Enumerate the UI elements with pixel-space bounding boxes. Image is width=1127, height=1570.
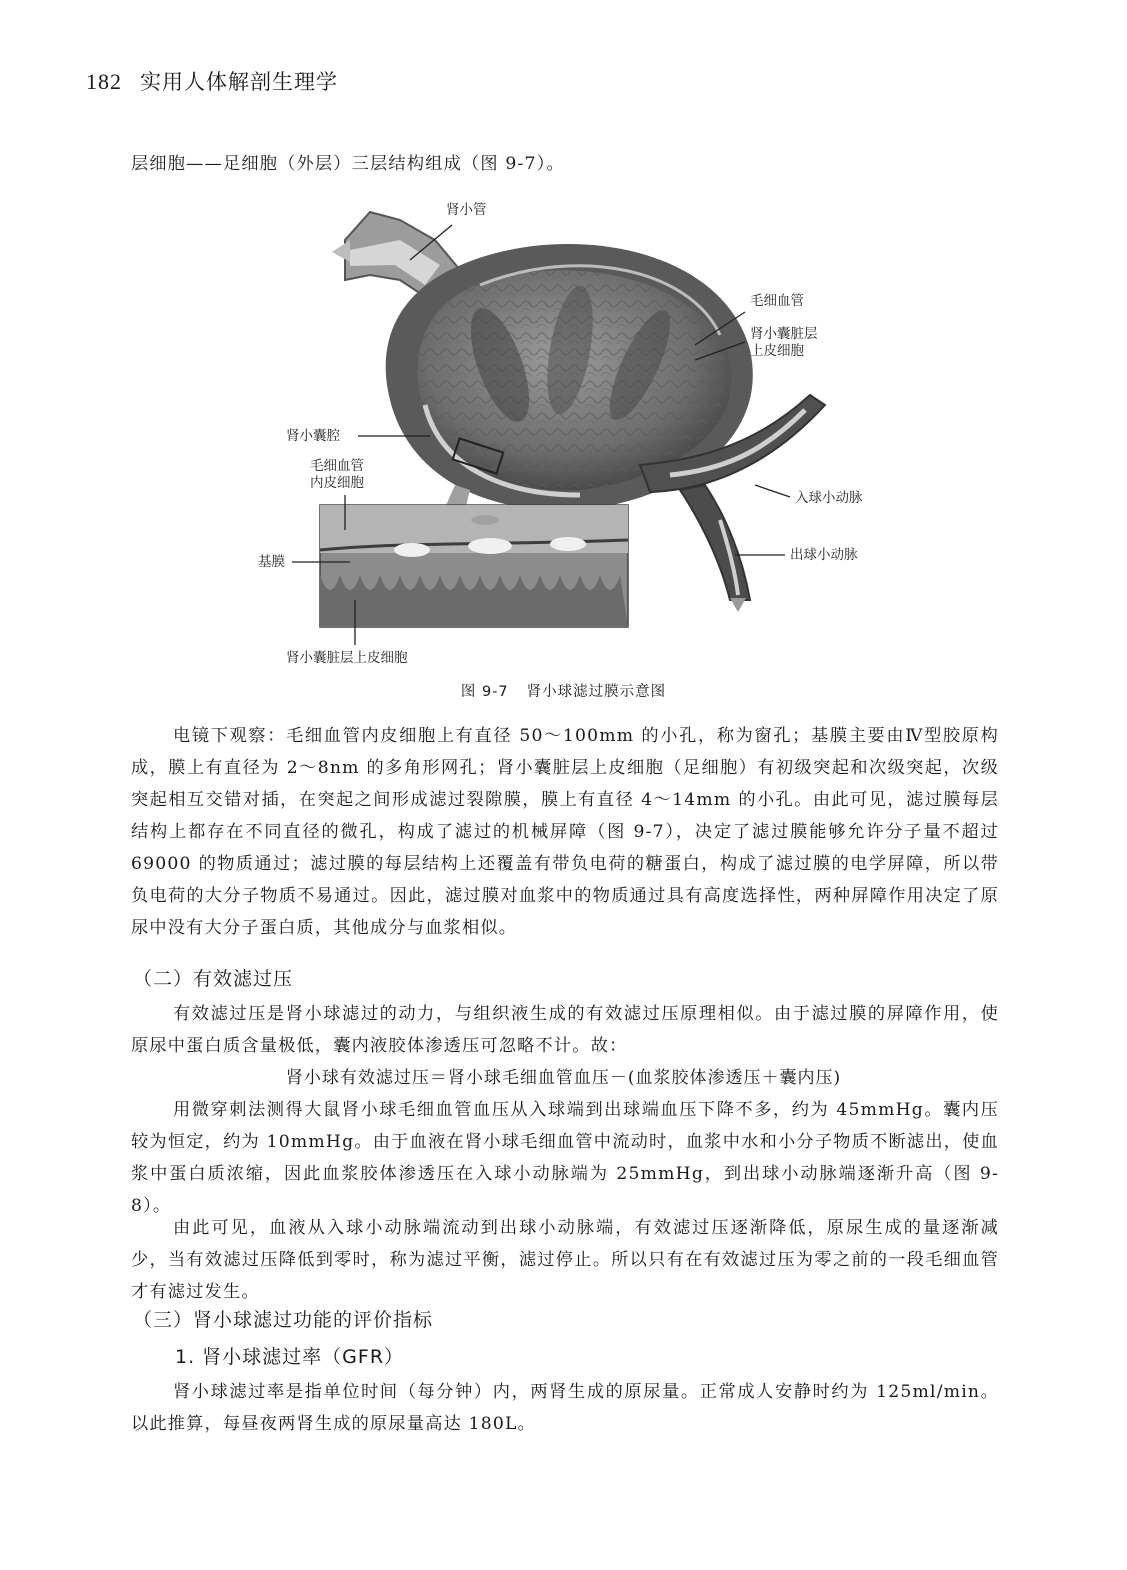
caption-title: 肾小球滤过膜示意图 [526,684,667,700]
fenestra-3 [550,537,586,551]
paragraph-efp-intro: 有效滤过压是肾小球滤过的动力，与组织液生成的有效滤过压原理相似。由于滤过膜的屏障作用，使原尿中蛋白质含量极低，囊内液胶体渗透压可忽略不计。故： [131,1004,999,1056]
label-efferent-arteriole: 出球小动脉 [790,547,858,563]
label-capillary: 毛细血管 [750,293,804,309]
fenestra-2 [468,538,512,554]
book-title: 实用人体解剖生理学 [140,70,338,94]
page-header [86,66,338,96]
label-tubule: 肾小管 [446,202,487,218]
paragraph-electron-microscopy: 电镜下观察：毛细血管内皮细胞上有直径 50～100mm 的小孔，称为窗孔；基膜主要由Ⅳ型胶原构成，膜上有直径为 2～8nm 的多角形网孔；肾小囊脏层上皮细胞（足细胞）有初级突起和次级突起，次级突起相互交错对插，在突起之间形成滤过裂隙膜，膜上有直径 4～14mm 的小孔。由此可见，滤过膜每层结构上都存在不同直径的微孔，构成了滤过的机械屏障（图 9-7），决定了滤过膜能够允许分子量不超过 69000 的物质通过；滤过膜的每层结构上还覆盖有带负电荷的糖蛋白，构成了滤过膜的电学屏障，所以带负电荷的大分子物质不易通过。因此，滤过膜对血浆中的物质通过具有高度选择性，两种屏障作用决定了原尿中没有大分子蛋白质，其他成分与血浆相似。 [131,726,999,938]
label-podocyte-bottom: 肾小囊脏层上皮细胞 [286,650,408,666]
paragraph-filtration-equilibrium: 由此可见，血液从入球小动脉端流动到出球小动脉端，有效滤过压逐渐降低，原尿生成的量逐渐减少，当有效滤过压降低到零时，称为滤过平衡，滤过停止。所以只有在有效滤过压为零之前的一段毛细血管才有滤过发生。 [131,1218,999,1302]
heading-gfr: 1. 肾小球滤过率（GFR） [175,1346,405,1368]
label-capsule-cavity: 肾小囊腔 [286,428,340,444]
figure-caption [0,680,1127,701]
efferent-arrow [730,598,746,612]
page-number: 182 [86,69,122,94]
label-endothelium-line1: 毛细血管 [310,458,364,474]
paragraph-gfr: 肾小球滤过率是指单位时间（每分钟）内，两肾生成的原尿量。正常成人安静时约为 125ml/min。以此推算，每昼夜两肾生成的原尿量高达 180L。 [131,1382,999,1434]
intro-line: 层细胞——足细胞（外层）三层结构组成（图 9-7）。 [131,154,565,174]
label-basement-membrane: 基膜 [258,554,285,570]
glomerulus-illustration [250,200,890,680]
tubule-arrow [332,240,350,262]
label-visceral-epithelium [750,326,818,360]
label-visceral-line2: 上皮细胞 [750,343,804,359]
paragraph-micropuncture: 用微穿刺法测得大鼠肾小球毛细血管血压从入球端到出球端血压下降不多，约为 45mmHg。囊内压较为恒定，约为 10mmHg。由于血液在肾小球毛细血管中流动时，血浆中水和小分子物质不断滤出，使血浆中蛋白质浓缩，因此血浆胶体渗透压在入球小动脉端为 25mmHg，到出球小动脉端逐渐升高（图 9-8）。 [131,1100,999,1216]
label-endothelium-line2: 内皮细胞 [310,475,364,491]
fenestra-1 [394,543,430,557]
fenestra-4 [471,515,499,525]
heading-evaluation-indexes: （三）肾小球滤过功能的评价指标 [133,1309,434,1331]
leader-afferent [755,485,790,497]
caption-number: 图 9-7 [460,684,509,700]
label-afferent-arteriole: 入球小动脉 [795,490,863,506]
figure-9-7 [250,200,890,680]
label-visceral-line1: 肾小囊脏层 [750,326,818,342]
label-endothelium [310,458,364,492]
heading-effective-filtration-pressure: （二）有效滤过压 [133,968,294,990]
efp-formula: 肾小球有效滤过压＝肾小球毛细血管血压－(血浆胶体渗透压＋囊内压) [285,1068,842,1088]
efferent-arteriole [680,485,750,600]
